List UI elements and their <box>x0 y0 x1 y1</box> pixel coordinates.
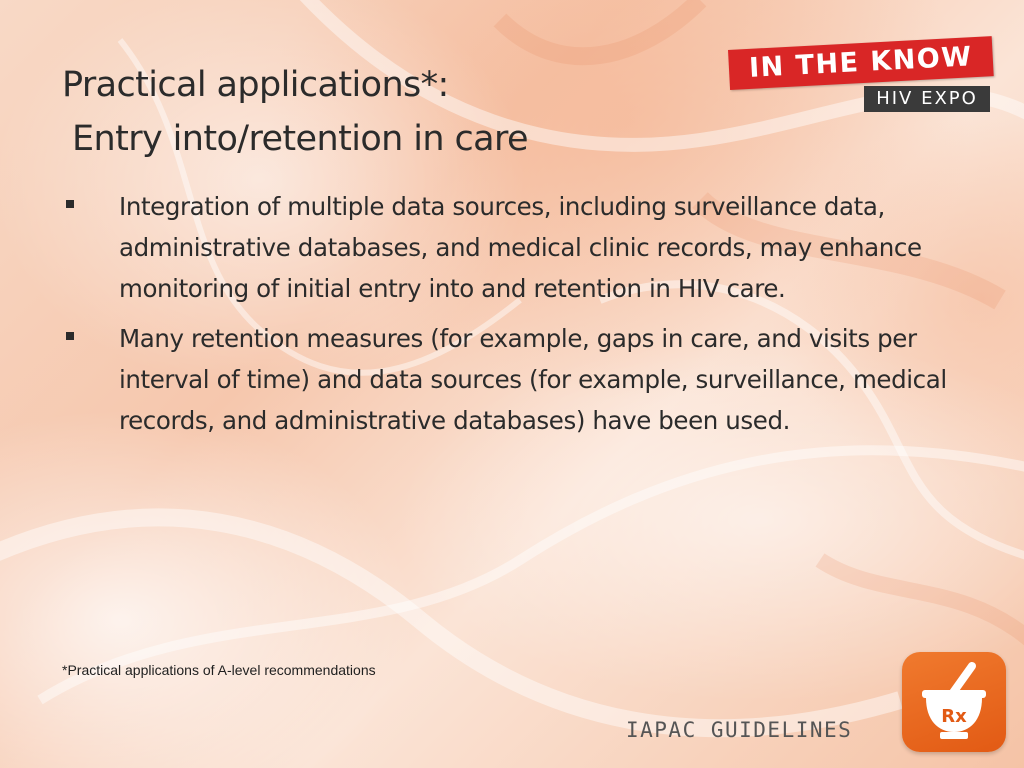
footnote: *Practical applications of A-level recommendations <box>62 662 376 678</box>
rx-label: Rx <box>941 706 967 727</box>
slide-title-line1: Practical applications*: <box>62 65 449 105</box>
square-bullet-icon <box>66 332 74 340</box>
iapac-guidelines-logo-text: IAPAC GUIDELINES <box>626 718 853 742</box>
slide-title-line2: Entry into/retention in care <box>72 119 528 159</box>
bullet-text: Many retention measures (for example, gaps in care, and visits per interval of time) and data sources (for example, surveillance, medical records, and administrative databases) have been used. <box>119 324 947 435</box>
square-bullet-icon <box>66 200 74 208</box>
bullet-text: Integration of multiple data sources, including surveillance data, administrative databases, and medical clinic records, may enhance monitoring of initial entry into and retention in HIV care. <box>119 192 922 303</box>
mortar-pestle-rx-icon <box>902 652 1006 752</box>
list-item <box>62 186 972 309</box>
bullet-list <box>62 186 972 450</box>
list-item <box>62 318 972 441</box>
slide-title <box>62 58 528 166</box>
in-the-know-banner: IN THE KNOW <box>728 36 994 90</box>
hiv-expo-label: HIV EXPO <box>864 86 990 112</box>
